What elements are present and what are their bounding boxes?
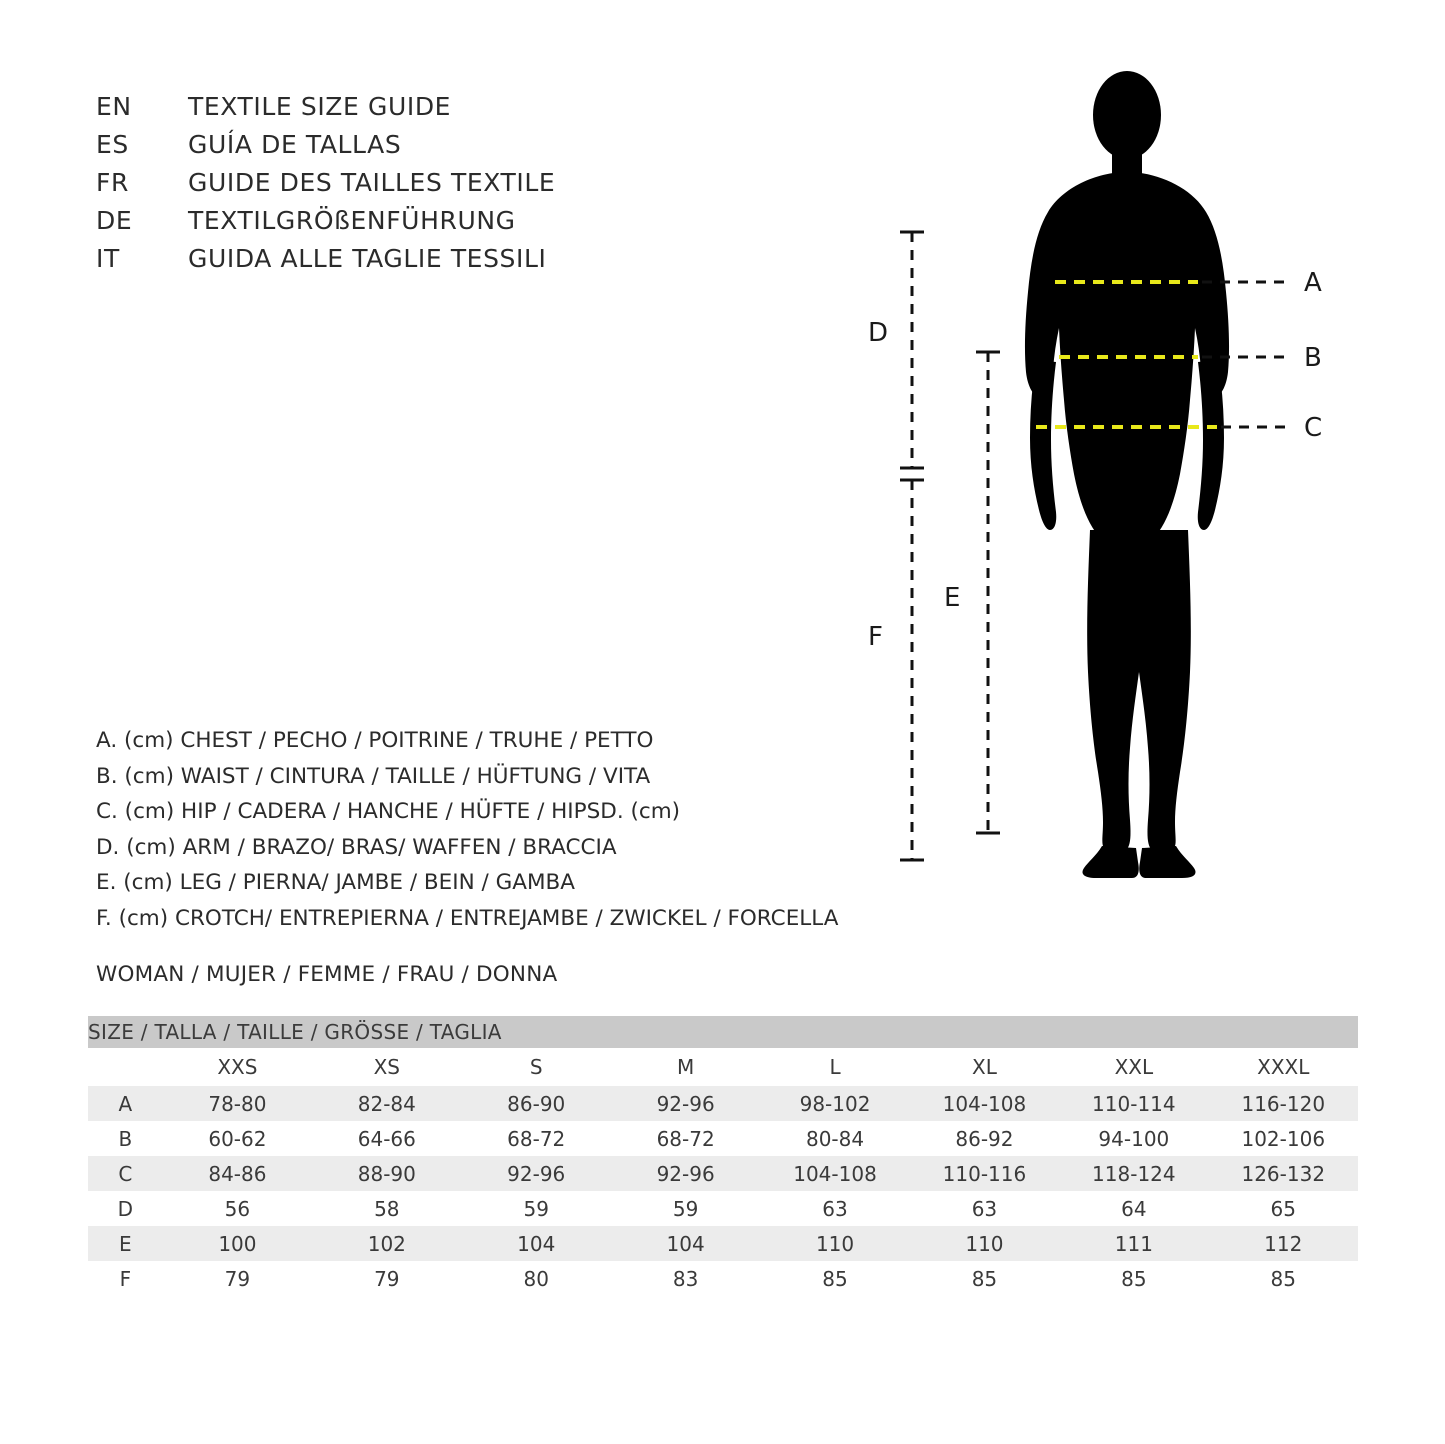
cell-d-s: 59	[462, 1191, 611, 1226]
language-row-fr	[96, 168, 796, 206]
cell-a-m: 92-96	[611, 1086, 760, 1121]
language-row-it	[96, 244, 796, 282]
marker-label-f: F	[868, 622, 883, 652]
cell-c-m: 92-96	[611, 1156, 760, 1191]
cell-d-m: 59	[611, 1191, 760, 1226]
cell-e-xxs: 100	[163, 1226, 312, 1261]
cell-f-xl: 85	[910, 1261, 1059, 1296]
legend-item-d: D. (cm) ARM / BRAZO/ BRAS/ WAFFEN / BRACCIA	[96, 834, 617, 860]
cell-d-xxxl: 65	[1209, 1191, 1358, 1226]
cell-f-xxs: 79	[163, 1261, 312, 1296]
table-band-title-row	[88, 1016, 1358, 1048]
table-row	[88, 1226, 1358, 1261]
cell-b-xs: 64-66	[312, 1121, 461, 1156]
cell-a-xxl: 110-114	[1059, 1086, 1208, 1121]
cell-a-xs: 82-84	[312, 1086, 461, 1121]
marker-label-d: D	[868, 318, 889, 348]
cell-b-xl: 86-92	[910, 1121, 1059, 1156]
marker-label-a: A	[1304, 268, 1322, 298]
language-row-en	[96, 92, 796, 130]
cell-b-s: 68-72	[462, 1121, 611, 1156]
language-code-it: IT	[96, 244, 120, 273]
table-header-s: S	[462, 1048, 611, 1086]
cell-a-xxxl: 116-120	[1209, 1086, 1358, 1121]
legend-item-b: B. (cm) WAIST / CINTURA / TAILLE / HÜFTUNG / VITA	[96, 763, 651, 789]
cell-e-s: 104	[462, 1226, 611, 1261]
language-text-es: GUÍA DE TALLAS	[188, 130, 402, 159]
table-band-title: SIZE / TALLA / TAILLE / GRÖSSE / TAGLIA	[88, 1016, 1358, 1048]
cell-b-l: 80-84	[760, 1121, 909, 1156]
cell-d-xs: 58	[312, 1191, 461, 1226]
female-silhouette-icon	[1025, 71, 1229, 878]
cell-e-xxl: 111	[1059, 1226, 1208, 1261]
language-row-de	[96, 206, 796, 244]
cell-f-xxxl: 85	[1209, 1261, 1358, 1296]
table-row	[88, 1121, 1358, 1156]
cell-a-l: 98-102	[760, 1086, 909, 1121]
cell-f-m: 83	[611, 1261, 760, 1296]
language-text-fr: GUIDE DES TAILLES TEXTILE	[188, 168, 556, 197]
cell-e-xl: 110	[910, 1226, 1059, 1261]
row-label-a: A	[88, 1086, 163, 1121]
cell-a-xl: 104-108	[910, 1086, 1059, 1121]
cell-d-l: 63	[760, 1191, 909, 1226]
cell-f-l: 85	[760, 1261, 909, 1296]
cell-c-xxl: 118-124	[1059, 1156, 1208, 1191]
table-header-xxxl: XXXL	[1209, 1048, 1358, 1086]
table-row	[88, 1156, 1358, 1191]
language-text-it: GUIDA ALLE TAGLIE TESSILI	[188, 244, 547, 273]
table-row	[88, 1261, 1358, 1296]
measurement-legend	[96, 723, 926, 936]
language-code-de: DE	[96, 206, 133, 235]
size-table	[88, 1016, 1358, 1296]
table-header-xxs: XXS	[163, 1048, 312, 1086]
table-row	[88, 1086, 1358, 1121]
cell-f-xs: 79	[312, 1261, 461, 1296]
cell-b-xxxl: 102-106	[1209, 1121, 1358, 1156]
language-text-de: TEXTILGRÖßENFÜHRUNG	[188, 206, 516, 235]
cell-e-xs: 102	[312, 1226, 461, 1261]
cell-c-xxs: 84-86	[163, 1156, 312, 1191]
marker-label-e: E	[944, 583, 961, 613]
legend-item-e: E. (cm) LEG / PIERNA/ JAMBE / BEIN / GAMBA	[96, 870, 575, 895]
language-code-en: EN	[96, 92, 132, 121]
gender-label: WOMAN / MUJER / FEMME / FRAU / DONNA	[96, 962, 558, 987]
cell-e-xxxl: 112	[1209, 1226, 1358, 1261]
cell-d-xxs: 56	[163, 1191, 312, 1226]
cell-c-xs: 88-90	[312, 1156, 461, 1191]
cell-c-l: 104-108	[760, 1156, 909, 1191]
row-label-f: F	[88, 1261, 163, 1296]
row-label-c: C	[88, 1156, 163, 1191]
cell-b-xxs: 60-62	[163, 1121, 312, 1156]
table-header-l: L	[760, 1048, 909, 1086]
language-code-es: ES	[96, 130, 129, 159]
table-row	[88, 1191, 1358, 1226]
legend-item-f: F. (cm) CROTCH/ ENTREPIERNA / ENTREJAMBE / ZWICKEL / FORCELLA	[96, 905, 839, 931]
row-label-b: B	[88, 1121, 163, 1156]
table-header-xl: XL	[910, 1048, 1059, 1086]
cell-a-xxs: 78-80	[163, 1086, 312, 1121]
table-header-xs: XS	[312, 1048, 461, 1086]
cell-d-xxl: 64	[1059, 1191, 1208, 1226]
table-header-m: M	[611, 1048, 760, 1086]
legend-item-c: C. (cm) HIP / CADERA / HANCHE / HÜFTE / HIPSD. (cm)	[96, 799, 681, 824]
cell-b-xxl: 94-100	[1059, 1121, 1208, 1156]
legend-item-a: A. (cm) CHEST / PECHO / POITRINE / TRUHE / PETTO	[96, 728, 654, 753]
table-header-corner	[88, 1048, 163, 1086]
language-text-en: TEXTILE SIZE GUIDE	[188, 92, 452, 121]
marker-label-b: B	[1304, 343, 1322, 373]
cell-b-m: 68-72	[611, 1121, 760, 1156]
cell-e-l: 110	[760, 1226, 909, 1261]
cell-c-xxxl: 126-132	[1209, 1156, 1358, 1191]
language-row-es	[96, 130, 796, 168]
table-header-row	[88, 1048, 1358, 1086]
row-label-d: D	[88, 1191, 163, 1226]
cell-c-s: 92-96	[462, 1156, 611, 1191]
cell-c-xl: 110-116	[910, 1156, 1059, 1191]
language-title-block	[96, 92, 796, 282]
cell-f-s: 80	[462, 1261, 611, 1296]
language-code-fr: FR	[96, 168, 129, 197]
cell-f-xxl: 85	[1059, 1261, 1208, 1296]
row-label-e: E	[88, 1226, 163, 1261]
cell-d-xl: 63	[910, 1191, 1059, 1226]
table-header-xxl: XXL	[1059, 1048, 1208, 1086]
marker-label-c: C	[1304, 413, 1323, 443]
cell-a-s: 86-90	[462, 1086, 611, 1121]
cell-e-m: 104	[611, 1226, 760, 1261]
